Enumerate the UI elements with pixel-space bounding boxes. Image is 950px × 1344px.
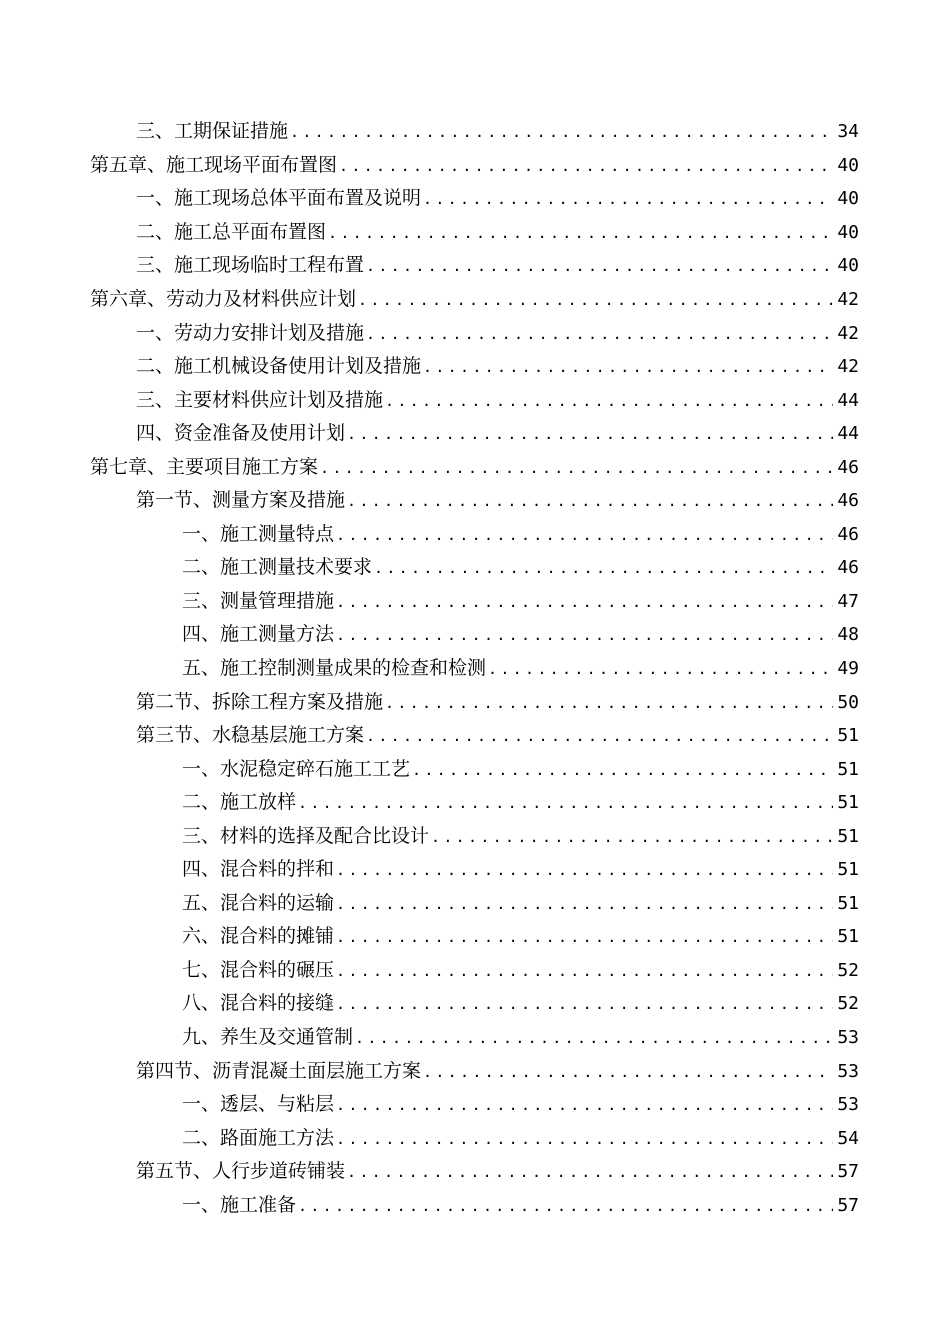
toc-leader-dots	[347, 427, 833, 442]
toc-entry[interactable]	[0, 819, 950, 853]
toc-entry-page: 53	[837, 1094, 859, 1116]
toc-entry-page: 44	[837, 423, 859, 445]
toc-entry-title: 三、工期保证措施	[136, 120, 289, 143]
toc-leader-dots	[412, 763, 833, 778]
toc-leader-dots	[336, 930, 833, 945]
toc-entry[interactable]	[0, 685, 950, 719]
toc-entry-title: 第四节、沥青混凝土面层施工方案	[136, 1059, 422, 1082]
toc-entry-page: 51	[837, 926, 859, 948]
toc-entry-title: 五、施工控制测量成果的检查和检测	[182, 657, 487, 680]
toc-entry[interactable]	[0, 786, 950, 820]
toc-entry-page: 44	[837, 389, 859, 411]
toc-entry-page: 46	[837, 523, 859, 545]
toc-leader-dots	[336, 964, 833, 979]
toc-leader-dots	[366, 729, 833, 744]
toc-leader-dots	[336, 528, 833, 543]
toc-entry[interactable]	[0, 1021, 950, 1055]
toc-entry-page: 48	[837, 624, 859, 646]
toc-entry-page: 49	[837, 658, 859, 680]
toc-leader-dots	[298, 796, 833, 811]
toc-entry-page: 50	[837, 691, 859, 713]
toc-entry-title: 一、施工测量特点	[182, 522, 335, 545]
toc-entry-page: 40	[837, 188, 859, 210]
toc-entry[interactable]	[0, 954, 950, 988]
toc-entry-page: 46	[837, 557, 859, 579]
toc-entry-title: 二、施工放样	[182, 791, 297, 814]
toc-leader-dots	[336, 1132, 833, 1147]
toc-entry-page: 57	[837, 1194, 859, 1216]
toc-leader-dots	[358, 293, 833, 308]
toc-entry-title: 四、混合料的拌和	[182, 858, 335, 881]
toc-entry-page: 52	[837, 959, 859, 981]
toc-entry-page: 53	[837, 1060, 859, 1082]
toc-entry-page: 53	[837, 1027, 859, 1049]
toc-entry[interactable]	[0, 920, 950, 954]
toc-entry[interactable]	[0, 484, 950, 518]
toc-entry[interactable]	[0, 1088, 950, 1122]
toc-leader-dots	[336, 628, 833, 643]
toc-leader-dots	[336, 595, 833, 610]
toc-entry[interactable]	[0, 149, 950, 183]
toc-entry-page: 51	[837, 758, 859, 780]
toc-leader-dots	[336, 997, 833, 1012]
toc-entry[interactable]	[0, 1121, 950, 1155]
toc-entry[interactable]	[0, 1155, 950, 1189]
toc-entry[interactable]	[0, 652, 950, 686]
toc-entry-title: 第五章、施工现场平面布置图	[90, 153, 338, 176]
toc-entry-title: 五、混合料的运输	[182, 891, 335, 914]
toc-entry-title: 三、测量管理措施	[182, 589, 335, 612]
toc-entry-title: 第七章、主要项目施工方案	[90, 455, 319, 478]
toc-entry-title: 三、施工现场临时工程布置	[136, 254, 365, 277]
toc-entry[interactable]	[0, 752, 950, 786]
toc-entry[interactable]	[0, 182, 950, 216]
toc-entry-title: 第二节、拆除工程方案及措施	[136, 690, 384, 713]
toc-entry-page: 42	[837, 289, 859, 310]
toc-leader-dots	[347, 1165, 833, 1180]
toc-entry[interactable]	[0, 249, 950, 283]
toc-entry[interactable]	[0, 350, 950, 384]
toc-entry-title: 三、材料的选择及配合比设计	[182, 824, 430, 847]
toc-entry-title: 七、混合料的碾压	[182, 958, 335, 981]
toc-leader-dots	[336, 1098, 833, 1113]
toc-entry-title: 第五节、人行步道砖铺装	[136, 1160, 346, 1183]
toc-entry-page: 40	[837, 255, 859, 277]
toc-entry-page: 47	[837, 590, 859, 612]
toc-entry[interactable]	[0, 887, 950, 921]
toc-entry-title: 二、施工总平面布置图	[136, 220, 327, 243]
toc-entry-page: 46	[837, 490, 859, 512]
toc-leader-dots	[298, 1199, 833, 1214]
toc-entry[interactable]	[0, 1189, 950, 1223]
toc-entry[interactable]	[0, 585, 950, 619]
toc-leader-dots	[336, 863, 833, 878]
toc-leader-dots	[374, 561, 833, 576]
toc-entry-title: 九、养生及交通管制	[182, 1026, 354, 1049]
toc-leader-dots	[290, 125, 833, 140]
toc-entry[interactable]	[0, 1054, 950, 1088]
toc-entry-page: 52	[837, 993, 859, 1015]
toc-entry[interactable]	[0, 316, 950, 350]
toc-entry-title: 一、水泥稳定碎石施工工艺	[182, 757, 411, 780]
toc-leader-dots	[336, 897, 833, 912]
toc-entry[interactable]	[0, 618, 950, 652]
toc-entry-page: 40	[837, 154, 859, 176]
toc-leader-dots	[423, 192, 833, 207]
toc-entry-title: 第六章、劳动力及材料供应计划	[90, 288, 357, 310]
toc-leader-dots	[385, 394, 833, 409]
toc-entry-page: 57	[837, 1161, 859, 1183]
toc-entry-title: 二、施工机械设备使用计划及措施	[136, 355, 422, 378]
toc-entry-page: 42	[837, 322, 859, 344]
toc-leader-dots	[328, 226, 833, 241]
toc-entry-title: 四、施工测量方法	[182, 623, 335, 646]
toc-entry[interactable]	[0, 283, 950, 317]
toc-entry-page: 40	[837, 221, 859, 243]
toc-entry-title: 四、资金准备及使用计划	[136, 422, 346, 445]
toc-entry-page: 42	[837, 356, 859, 378]
toc-entry-page: 46	[837, 456, 859, 478]
toc-entry-title: 二、路面施工方法	[182, 1126, 335, 1149]
toc-entry[interactable]	[0, 987, 950, 1021]
toc-leader-dots	[488, 662, 833, 677]
toc-entry[interactable]	[0, 719, 950, 753]
toc-leader-dots	[320, 461, 833, 476]
toc-entry[interactable]	[0, 518, 950, 552]
toc-entry[interactable]	[0, 216, 950, 250]
toc-entry[interactable]	[0, 853, 950, 887]
toc-entry[interactable]	[0, 450, 950, 484]
toc-entry-title: 第三节、水稳基层施工方案	[136, 724, 365, 747]
toc-entry-page: 51	[837, 825, 859, 847]
toc-leader-dots	[347, 494, 833, 509]
toc-leader-dots	[366, 327, 833, 342]
toc-entry-page: 34	[837, 121, 859, 143]
toc-entry-title: 第一节、测量方案及措施	[136, 489, 346, 512]
toc-leader-dots	[385, 696, 833, 711]
toc-entry[interactable]	[0, 417, 950, 451]
toc-entry-page: 51	[837, 859, 859, 881]
toc-entry[interactable]	[0, 551, 950, 585]
toc-entry-title: 六、混合料的摊铺	[182, 925, 335, 948]
toc-leader-dots	[423, 1065, 833, 1080]
toc-entry-page: 51	[837, 892, 859, 914]
toc-leader-dots	[423, 360, 833, 375]
toc-entry[interactable]	[0, 115, 950, 149]
toc-leader-dots	[366, 259, 833, 274]
toc-entry-page: 51	[837, 725, 859, 747]
table-of-contents	[0, 115, 950, 1222]
toc-entry-title: 一、施工准备	[182, 1193, 297, 1216]
toc-leader-dots	[431, 830, 833, 845]
toc-entry-page: 51	[837, 792, 859, 814]
toc-entry-title: 八、混合料的接缝	[182, 992, 335, 1015]
toc-entry-title: 一、施工现场总体平面布置及说明	[136, 187, 422, 210]
toc-entry-title: 一、透层、与粘层	[182, 1093, 335, 1116]
toc-leader-dots	[355, 1031, 833, 1046]
toc-entry-page: 54	[837, 1127, 859, 1149]
toc-entry-title: 一、劳动力安排计划及措施	[136, 321, 365, 344]
toc-entry-title: 二、施工测量技术要求	[182, 556, 373, 579]
toc-leader-dots	[339, 159, 833, 174]
toc-entry-title: 三、主要材料供应计划及措施	[136, 388, 384, 411]
toc-entry[interactable]	[0, 383, 950, 417]
